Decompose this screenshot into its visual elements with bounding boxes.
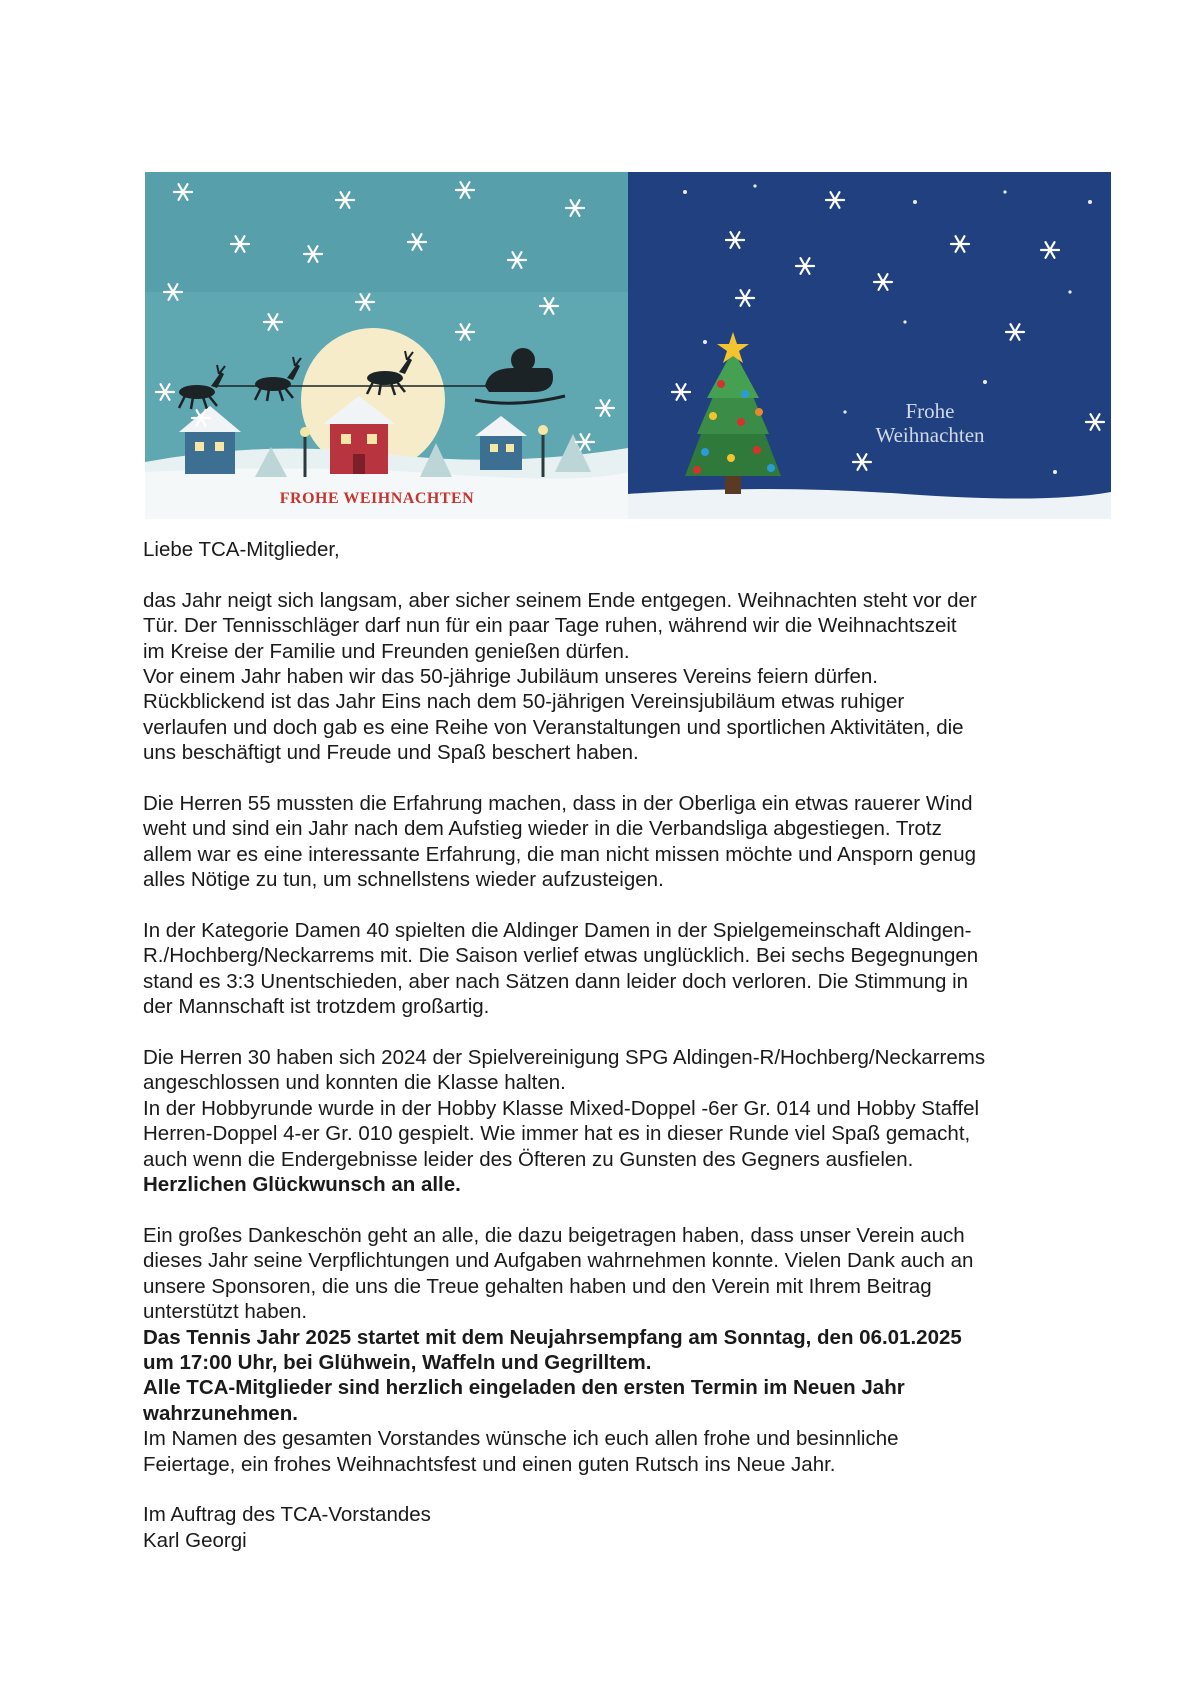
paragraph-line: das Jahr neigt sich langsam, aber sicher seinem Ende entgegen. Weihnachten steht vor der bbox=[143, 588, 977, 612]
paragraph-line: uns beschäftigt und Freude und Spaß beschert haben. bbox=[143, 741, 639, 765]
invitation-line: Alle TCA-Mitglieder sind herzlich eingeladen den ersten Termin im Neuen Jahr bbox=[143, 1376, 905, 1400]
invitation-line: wahrzunehmen. bbox=[143, 1401, 298, 1425]
event-announcement-line: Das Tennis Jahr 2025 startet mit dem Neujahrsempfang am Sonntag, den 06.01.2025 bbox=[143, 1325, 962, 1349]
paragraph-line: Rückblickend ist das Jahr Eins nach dem 50-jährigen Vereinsjubiläum etwas ruhiger bbox=[143, 690, 905, 714]
paragraph-line: Im Namen des gesamten Vorstandes wünsche ich euch allen frohe und besinnliche bbox=[143, 1427, 899, 1451]
signoff: Im Auftrag des TCA-Vorstandes bbox=[143, 1503, 431, 1527]
paragraph-line: In der Hobbyrunde wurde in der Hobby Klasse Mixed-Doppel -6er Gr. 014 und Hobby Staffel bbox=[143, 1096, 980, 1120]
paragraph-line: stand es 3:3 Unentschieden, aber nach Sätzen dann leider doch verloren. Die Stimmung in bbox=[143, 969, 969, 993]
paragraph-line: der Mannschaft ist trotzdem großartig. bbox=[143, 995, 490, 1019]
paragraph-thanks bbox=[143, 1223, 1073, 1477]
paragraph-line: auch wenn die Endergebnisse leider des Öfteren zu Gunsten des Gegners ausfielen. bbox=[143, 1147, 914, 1171]
paragraph-herren-30-hobby bbox=[143, 1045, 1073, 1197]
right-banner-caption-line2: Weihnachten bbox=[875, 423, 985, 447]
paragraph-line: Feiertage, ein frohes Weihnachtsfest und einen guten Rutsch ins Neue Jahr. bbox=[143, 1452, 836, 1476]
paragraph-line: weht und sind ein Jahr nach dem Aufstieg wieder in die Verbandsliga abgestiegen. Trotz bbox=[143, 817, 942, 841]
event-announcement-line: um 17:00 Uhr, bei Glühwein, Waffeln und Gegrilltem. bbox=[143, 1350, 652, 1374]
paragraph-line: Vor einem Jahr haben wir das 50-jährige Jubiläum unseres Vereins feiern dürfen. bbox=[143, 665, 878, 689]
paragraph-herren-55 bbox=[143, 791, 1073, 893]
greeting: Liebe TCA-Mitglieder, bbox=[143, 538, 340, 561]
paragraph-line: In der Kategorie Damen 40 spielten die Aldinger Damen in der Spielgemeinschaft Aldingen- bbox=[143, 919, 972, 943]
christmas-banner bbox=[145, 172, 1111, 519]
paragraph-line: unterstützt haben. bbox=[143, 1300, 308, 1324]
letter-body bbox=[143, 537, 1073, 1553]
christmas-banner-art bbox=[145, 172, 1111, 519]
paragraph-line: unsere Sponsoren, die uns die Treue gehalten haben und den Verein mit Ihrem Beitrag bbox=[143, 1274, 932, 1298]
paragraph-line: Die Herren 55 mussten die Erfahrung machen, dass in der Oberliga ein etwas rauerer Wind bbox=[143, 792, 973, 816]
right-banner-caption-line1: Frohe bbox=[905, 399, 955, 423]
paragraph-intro bbox=[143, 588, 1073, 766]
paragraph-line: Die Herren 30 haben sich 2024 der Spielvereinigung SPG Aldingen-R/Hochberg/Neckarrems bbox=[143, 1046, 986, 1070]
paragraph-line: Herren-Doppel 4-er Gr. 010 gespielt. Wie immer hat es in dieser Runde viel Spaß gemacht, bbox=[143, 1122, 971, 1146]
paragraph-line: alles Nötige zu tun, um schnellstens wieder aufzusteigen. bbox=[143, 868, 664, 892]
paragraph-line: allem war es eine interessante Erfahrung, die man nicht missen möchte und Ansporn genug bbox=[143, 842, 977, 866]
paragraph-damen-40 bbox=[143, 918, 1073, 1020]
paragraph-line: im Kreise der Familie und Freunden genießen dürfen. bbox=[143, 639, 630, 663]
left-banner-caption: FROHE WEIHNACHTEN bbox=[279, 490, 475, 507]
paragraph-line: verlaufen und doch gab es eine Reihe von Veranstaltungen und sportlichen Aktivitäten, die bbox=[143, 715, 964, 739]
paragraph-line: Tür. Der Tennisschläger darf nun für ein paar Tage ruhen, während wir die Weihnachtszeit bbox=[143, 614, 957, 638]
congratulations-line: Herzlichen Glückwunsch an alle. bbox=[143, 1173, 461, 1197]
paragraph-line: dieses Jahr seine Verpflichtungen und Aufgaben wahrnehmen konnte. Vielen Dank auch an bbox=[143, 1249, 974, 1273]
signature-name: Karl Georgi bbox=[143, 1528, 247, 1552]
paragraph-line: angeschlossen und konnten die Klasse halten. bbox=[143, 1071, 566, 1095]
paragraph-line: R./Hochberg/Neckarrems mit. Die Saison verlief etwas unglücklich. Bei sechs Begegnungen bbox=[143, 944, 979, 968]
paragraph-line: Ein großes Dankeschön geht an alle, die dazu beigetragen haben, dass unser Verein auch bbox=[143, 1223, 965, 1247]
